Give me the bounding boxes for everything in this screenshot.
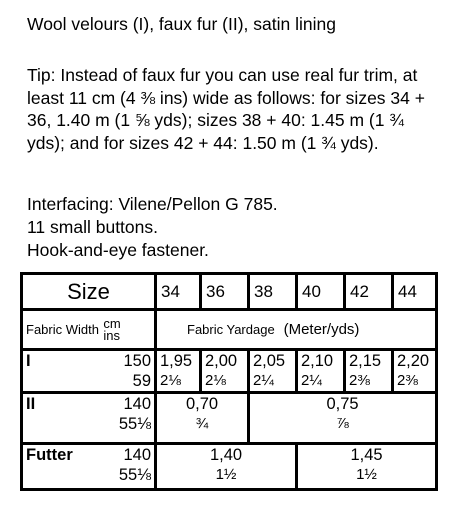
materials-line: Wool velours (I), faux fur (II), satin lining <box>27 14 336 34</box>
yardage-cell: 2,20 2⅜ <box>393 350 437 393</box>
yardage-group-cell: 0,75 ⅞ <box>249 393 437 444</box>
unit-ins: ins <box>103 327 121 343</box>
tip-line: yds); and for sizes 42 + 44: 1.50 m (1 ¾ yds). <box>27 132 379 153</box>
row-width: 140 55⅛ <box>115 444 156 490</box>
fabric-width-header <box>22 310 156 350</box>
fabric-width-label: Fabric Width <box>26 321 99 337</box>
fastener-line: Hook-and-eye fastener. <box>27 240 209 260</box>
yardage-units: (Meter/yds) <box>283 320 360 338</box>
size-cell: 34 <box>156 274 201 310</box>
yardage-header <box>156 310 437 350</box>
yardage-cell: 2,05 2¼ <box>249 350 297 393</box>
tip-line: 36, 1.40 m (1 ⅝ yds); sizes 38 + 40: 1.45 m (1 ¾ <box>27 110 404 130</box>
yardage-cell: 2,15 2⅜ <box>345 350 393 393</box>
unit-cm: cm <box>103 315 121 331</box>
yardage-table <box>20 272 438 491</box>
size-cell: 36 <box>201 274 249 310</box>
yardage-group-cell: 1,45 1½ <box>297 444 437 490</box>
tip-paragraph <box>27 64 467 154</box>
row-width: 140 55⅛ <box>115 393 156 444</box>
tip-line: least 11 cm (4 ⅜ ins) wide as follows: for sizes 34 + <box>27 87 425 108</box>
size-cell: 44 <box>393 274 437 310</box>
row-label: II <box>22 393 115 444</box>
row-label: I <box>22 350 115 393</box>
yardage-label: Fabric Yardage <box>187 321 275 337</box>
width-units <box>103 315 121 343</box>
yardage-cell: 1,95 2⅛ <box>156 350 201 393</box>
size-cell: 40 <box>297 274 345 310</box>
yardage-group-cell: 0,70 ¾ <box>156 393 249 444</box>
yardage-cell: 2,00 2⅛ <box>201 350 249 393</box>
size-cell: 42 <box>345 274 393 310</box>
tip-line: Tip: Instead of faux fur you can use real fur trim, at <box>27 65 418 85</box>
size-header: Size <box>22 274 156 310</box>
buttons-line: 11 small buttons. <box>27 217 158 237</box>
size-cell: 38 <box>249 274 297 310</box>
interfacing-line: Interfacing: Vilene/Pellon G 785. <box>27 194 278 214</box>
row-label: Futter <box>22 444 115 490</box>
yardage-cell: 2,10 2¼ <box>297 350 345 393</box>
row-width: 150 59 <box>115 350 156 393</box>
yardage-group-cell: 1,40 1½ <box>156 444 297 490</box>
